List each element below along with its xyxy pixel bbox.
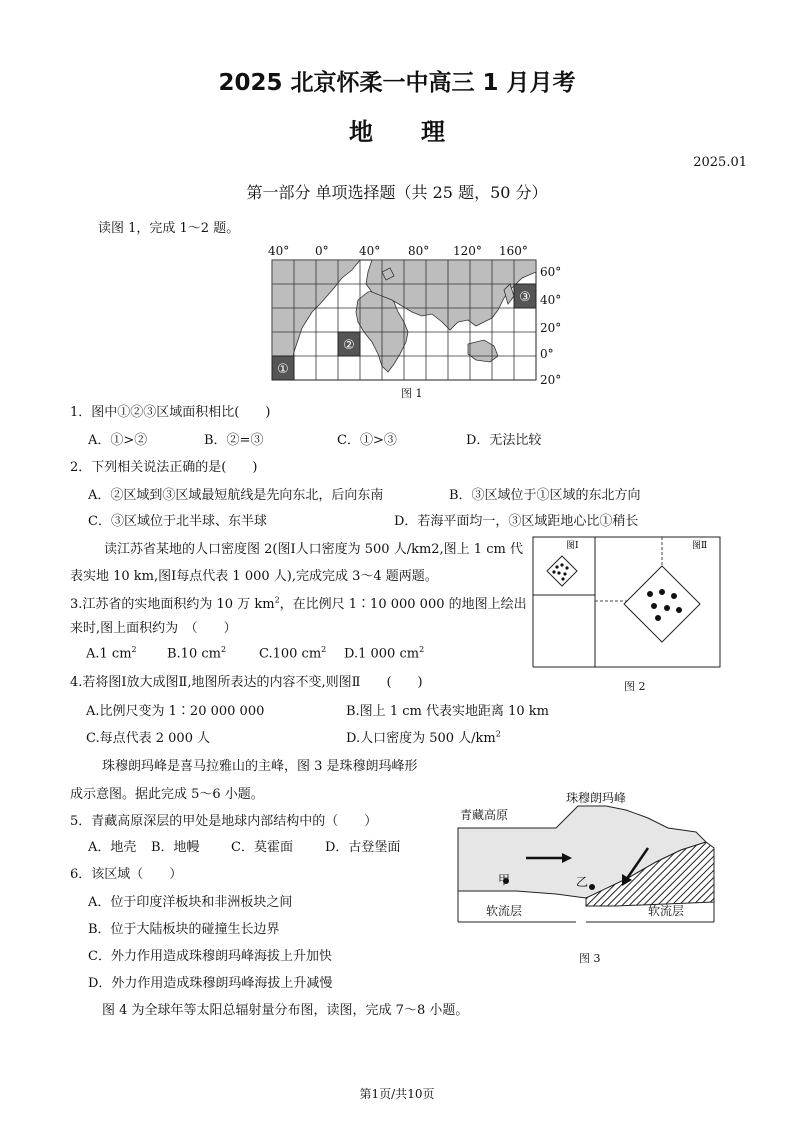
q3-option-c: C.100 $cm^2$ xyxy=(259,645,327,662)
lat-label: 60° xyxy=(540,265,562,279)
q3-option-b: B.10 $cm^2$ xyxy=(167,645,227,662)
intro-fig2-line1: 读江苏省某地的人口密度图 2(图Ⅰ人口密度为 500 人/km2,图上 1 cm 代 xyxy=(104,542,523,557)
lat-label: 40° xyxy=(540,293,562,307)
label-jia: 甲 xyxy=(498,873,511,887)
lon-label: 40° xyxy=(268,244,290,258)
lat-label: 20° xyxy=(540,321,562,335)
figure-3-caption: 图 3 xyxy=(579,952,601,965)
world-grid-map xyxy=(258,238,568,398)
lon-label: 120° xyxy=(453,244,482,258)
q6-option-c: C．外力作用造成珠穆朗玛峰海拔上升加快 xyxy=(88,949,332,964)
point-yi xyxy=(589,884,595,890)
q5-option-a: A．地壳 xyxy=(88,840,137,855)
exam-title: 2025 北京怀柔一中高三 1 月月考 xyxy=(218,70,576,96)
label-peak: 珠穆朗玛峰 xyxy=(566,791,627,805)
lon-label: 80° xyxy=(408,244,430,258)
intro-fig3-line2: 成示意图。据此完成 5～6 小题。 xyxy=(70,787,264,802)
q6-option-a: A．位于印度洋板块和非洲板块之间 xyxy=(88,895,293,910)
lat-label: 20° xyxy=(540,373,562,387)
q5-option-c: C．莫霍面 xyxy=(231,840,293,855)
figure-2 xyxy=(532,536,722,696)
lat-label: 0° xyxy=(540,347,554,361)
q2-stem: 2．下列相关说法正确的是( ) xyxy=(70,460,258,475)
q4-option-a: A.比例尺变为 1∶20 000 000 xyxy=(86,704,265,719)
intro-fig2-line2: 表实地 10 km,图Ⅰ每点代表 1 000 人),完成完成 3～4 题两题。 xyxy=(70,569,438,584)
figure-3 xyxy=(456,788,718,924)
q5-option-d: D．古登堡面 xyxy=(325,840,401,855)
q3-line1: 3.江苏省的实地面积约为 10 万 $km^2$，在比例尺 1∶10 000 000 的地图上绘出 xyxy=(70,595,527,612)
q2-option-a: A．②区域到③区域最短航线是先向东北，后向东南 xyxy=(88,488,384,503)
q3-option-a: A.1 $cm^2$ xyxy=(86,645,137,662)
region-mark-2: ② xyxy=(343,338,355,353)
fig2-label-2: 图Ⅱ xyxy=(692,541,708,551)
label-yi: 乙 xyxy=(576,875,589,889)
intro-fig3-line1: 珠穆朗玛峰是喜马拉雅山的主峰，图 3 是珠穆朗玛峰形 xyxy=(102,759,418,774)
q1-option-b: B．②=③ xyxy=(204,433,264,448)
q2-option-d: D．若海平面均一，③区域距地心比①稍长 xyxy=(394,514,639,529)
figure-1-caption: 图 1 xyxy=(401,387,423,400)
region-mark-3: ③ xyxy=(519,290,531,305)
intro-fig4: 图 4 为全球年等太阳总辐射量分布图，读图，完成 7～8 小题。 xyxy=(102,1003,469,1018)
q4-option-b: B.图上 1 cm 代表实地距离 10 km xyxy=(346,704,549,719)
q2-option-b: B．③区域位于①区域的东北方向 xyxy=(449,488,641,503)
q4-option-d: D.人口密度为 500 人$/km^2$ xyxy=(346,729,501,746)
exam-date: 2025.01 xyxy=(693,155,747,170)
q3-line2: 来时,图上面积约为 （ ） xyxy=(70,621,237,636)
q3-option-d: D.1 000 $cm^2$ xyxy=(344,645,425,662)
q6-option-b: B．位于大陆板块的碰撞生长边界 xyxy=(88,922,280,937)
q6-stem: 6．该区域（ ） xyxy=(70,867,183,882)
q4-stem: 4.若将图Ⅰ放大成图Ⅱ,地图所表达的内容不变,则图Ⅱ ( ) xyxy=(70,675,423,690)
q1-stem: 1．图中①②③区域面积相比( ) xyxy=(70,405,271,420)
subject-title: 地 理 xyxy=(349,118,445,146)
q6-option-d: D．外力作用造成珠穆朗玛峰海拔上升减慢 xyxy=(88,976,333,991)
lon-label: 0° xyxy=(315,244,329,258)
q4-option-c: C.每点代表 2 000 人 xyxy=(86,731,211,746)
figure-1-map xyxy=(258,238,568,398)
lon-label: 160° xyxy=(499,244,528,258)
q1-option-c: C．①>③ xyxy=(337,433,397,448)
label-plateau: 青藏高原 xyxy=(460,808,509,822)
page-footer: 第1页/共10页 xyxy=(359,1087,435,1101)
lon-label: 40° xyxy=(359,244,381,258)
q1-option-a: A．①>② xyxy=(88,433,148,448)
label-asthenosphere-2: 软流层 xyxy=(648,904,685,918)
section-heading: 第一部分 单项选择题（共 25 题，50 分） xyxy=(246,183,548,202)
q5-option-b: B．地幔 xyxy=(151,840,200,855)
intro-fig1: 读图 1，完成 1～2 题。 xyxy=(98,221,240,236)
q2-option-c: C．③区域位于北半球、东半球 xyxy=(88,514,267,529)
q5-stem: 5．青藏高原深层的甲处是地球内部结构中的（ ） xyxy=(70,814,378,829)
region-mark-1: ① xyxy=(277,362,289,377)
label-asthenosphere-1: 软流层 xyxy=(486,904,523,918)
figure-2-caption: 图 2 xyxy=(624,680,646,693)
fig2-label-1: 图Ⅰ xyxy=(566,541,579,551)
q1-option-d: D．无法比较 xyxy=(466,433,542,448)
